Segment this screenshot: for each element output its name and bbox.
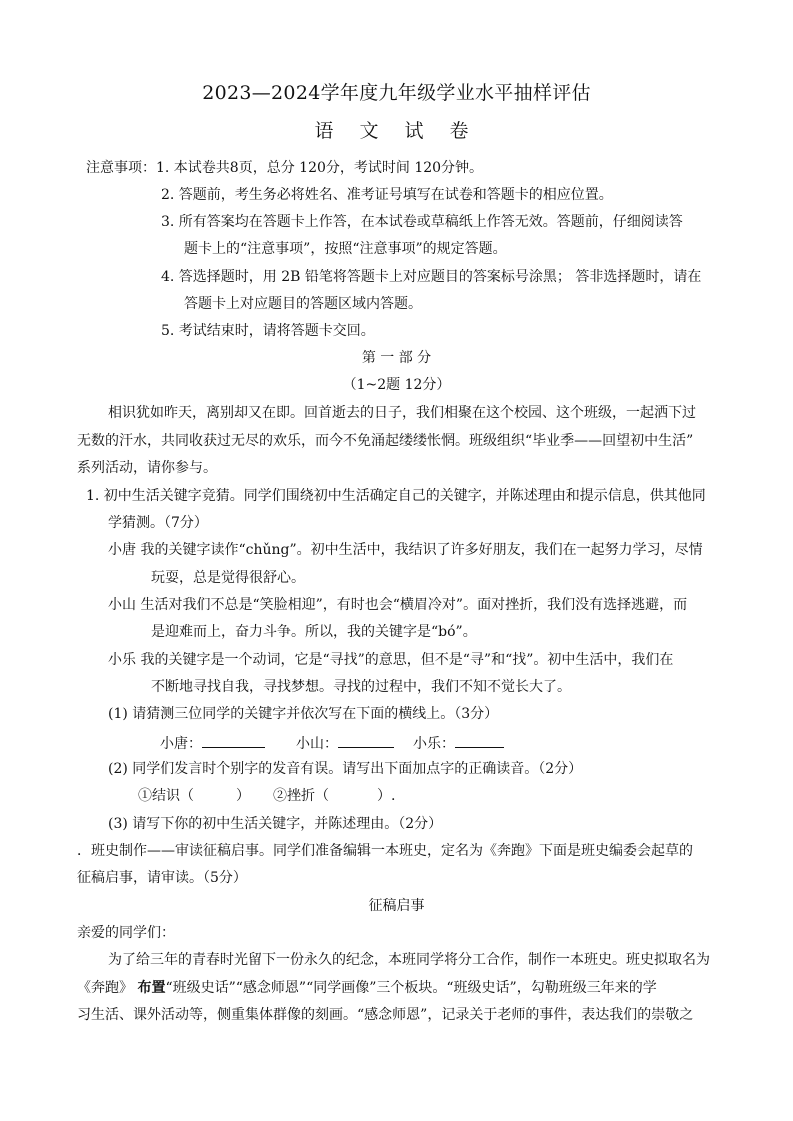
- q1-stem-line-2: 学猜测。（7分）: [108, 515, 208, 531]
- part1-heading: 第 一 部 分: [361, 350, 432, 366]
- notice-line-4: 题卡上的“注意事项”，按照“注意事项”的规定答题。: [184, 241, 507, 257]
- notice-line-6: 答题卡上对应题目的答题区域内答题。: [184, 296, 422, 312]
- q1-sub2-item-2: ②挫折（ ）.: [273, 788, 396, 804]
- q1-sub1: (1) 请猜测三位同学的关键字并依次写在下面的横线上。（3分）: [108, 706, 499, 722]
- q1-dialogue-line-4: 是迎难而上，奋力斗争。所以，我的关键字是“bó”。: [151, 624, 477, 640]
- answer-line-xiaole: [413, 733, 504, 753]
- intro-line-1: 相识犹如昨天，离别却又在即。回首逝去的日子，我们相聚在这个校园、这个班级，一起洒下过: [108, 405, 696, 421]
- q1-dialogue-line-2: 玩耍，总是觉得很舒心。: [151, 570, 305, 586]
- notice-line-1: 注意事项：1. 本试卷共8页，总分 120分，考试时间 120分钟。: [86, 160, 484, 176]
- notice-line-5: 4. 答选择题时，用 2B 铅笔将答题卡上对应题目的答案标号涂黑； 答非选择题时，请在: [161, 269, 702, 285]
- notice-title: 征稿启事: [368, 898, 425, 914]
- intro-line-2: 无数的汗水，共同收获过无尽的欢乐，而今不免涌起缕缕怅惘。班级组织“毕业季——回望初中生活”: [77, 433, 694, 449]
- notice-line-7: 5. 考试结束时，请将答题卡交回。: [161, 323, 375, 339]
- name-xiaotang: 小唐：: [160, 736, 202, 752]
- notice-body-line-1: 为了给三年的青春时光留下一份永久的纪念，本班同学将分工合作，制作一本班史。班史拟取名为: [108, 952, 710, 968]
- emphasized-word: 布置: [137, 980, 166, 996]
- name-xiaoshan: 小山：: [296, 736, 338, 752]
- q1-sub3: (3) 请写下你的初中生活关键字，并陈述理由。（2分）: [108, 816, 443, 832]
- q2-stem-line-1: ．班史制作——审读征稿启事。同学们准备编辑一本班史，定名为《奔跑》下面是班史编委会起草的: [77, 843, 693, 859]
- notice-line-3: 3. 所有答案均在答题卡上作答，在本试卷或草稿纸上作答无效。答题前，仔细阅读答: [161, 214, 683, 230]
- notice-body-line-3: 习生活、课外活动等，侧重集体群像的刻画。“感念师恩”，记录关于老师的事件，表达我们的崇敬之: [77, 1007, 694, 1023]
- exam-subtitle: 语 文 试 卷: [314, 120, 479, 142]
- q1-sub2: (2) 同学们发言时个别字的发音有误。请写出下面加点字的正确读音。（2分）: [108, 761, 583, 777]
- blank-xiaoshan[interactable]: [338, 733, 394, 748]
- exam-title: 2023—2024学年度九年级学业水平抽样评估: [202, 82, 591, 104]
- q1-sub2-item-1: ①结识（ ）: [138, 788, 250, 804]
- notice-line-2: 2. 答题前，考生务必将姓名、准考证号填写在试卷和答题卡的相应位置。: [161, 187, 613, 203]
- part1-range: （1~2题 12分）: [342, 377, 451, 393]
- answer-line-xiaotang: [160, 733, 265, 753]
- notice-greeting: 亲爱的同学们：: [77, 925, 175, 941]
- answer-line-xiaoshan: [296, 733, 394, 753]
- name-xiaole: 小乐：: [413, 736, 455, 752]
- intro-line-3: 系列活动，请你参与。: [77, 460, 217, 476]
- q2-stem-line-2: 征稿启事，请审读。（5分）: [77, 870, 247, 886]
- q1-dialogue-line-1: 小唐 我的关键字读作“chǔng”。初中生活中，我结识了许多好朋友，我们在一起努力学习，尽情: [108, 542, 703, 558]
- q1-dialogue-line-5: 小乐 我的关键字是一个动词，它是“寻找”的意思，但不是“寻”和“找”。初中生活中，我们在: [108, 652, 674, 668]
- q1-dialogue-line-3: 小山 生活对我们不总是“笑脸相迎”，有时也会“横眉冷对”。面对挫折，我们没有选择逃避，而: [108, 597, 688, 613]
- q1-dialogue-line-6: 不断地寻找自我，寻找梦想。寻找的过程中，我们不知不觉长大了。: [151, 679, 571, 695]
- q1-stem-line-1: 1. 初中生活关键字竞猜。同学们围绕初中生活确定自己的关键字，并陈述理由和提示信息，供其他同: [86, 488, 706, 504]
- blank-xiaotang[interactable]: [202, 733, 265, 748]
- blank-xiaole[interactable]: [455, 733, 504, 748]
- notice-body-line-2: 《奔跑》 布置“班级史话”“感念师恩”“同学画像”三个板块。“班级史话”，勾勒班级三年来的学: [77, 980, 657, 996]
